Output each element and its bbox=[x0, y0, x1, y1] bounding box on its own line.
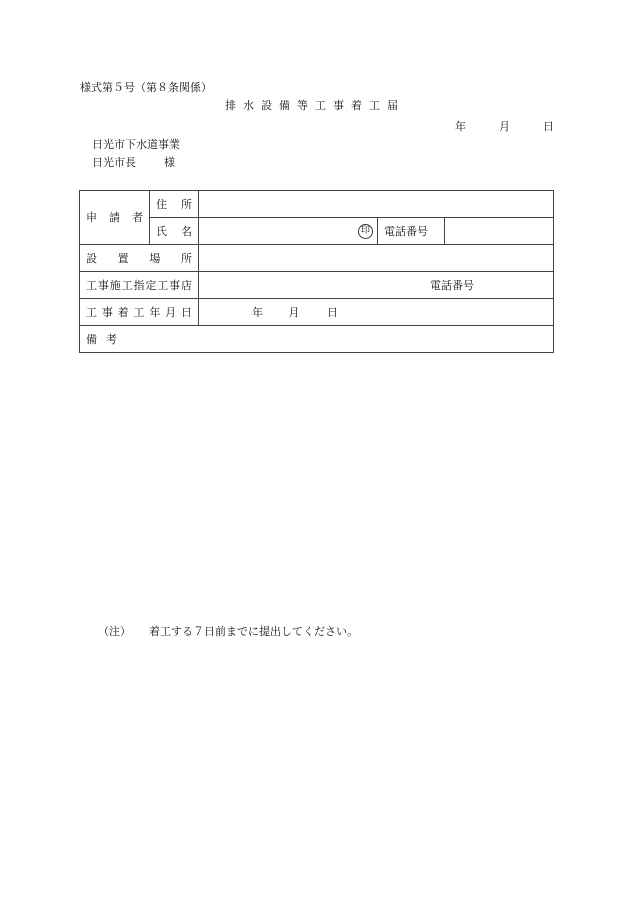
remarks-label: 備考 bbox=[86, 332, 126, 346]
addressee-name: 日光市長 bbox=[92, 156, 136, 169]
application-form-table bbox=[79, 190, 554, 353]
start-date-label: 工事着工年月日 bbox=[86, 305, 192, 319]
phone-label-cell bbox=[378, 218, 445, 245]
start-day-label: 日 bbox=[327, 305, 338, 319]
start-month-label: 月 bbox=[288, 305, 300, 319]
address-field[interactable] bbox=[199, 191, 554, 218]
form-number: 様式第５号（第８条関係） bbox=[80, 81, 212, 94]
date-month-label: 月 bbox=[499, 120, 510, 133]
start-year-label: 年 bbox=[252, 305, 263, 319]
honorific: 様 bbox=[164, 156, 175, 169]
name-label: 氏名 bbox=[156, 224, 192, 238]
form-title: 排水設備等工事着工届 bbox=[225, 99, 405, 112]
start-date-label-cell bbox=[80, 299, 199, 326]
applicant-label-cell bbox=[80, 191, 150, 245]
name-label-cell bbox=[150, 218, 199, 245]
note-text: 着工する７日前までに提出してください。 bbox=[149, 625, 358, 638]
applicant-label: 申請者 bbox=[86, 211, 143, 224]
location-label: 設置場所 bbox=[86, 251, 192, 265]
remarks-field[interactable] bbox=[80, 326, 554, 353]
date-year-label: 年 bbox=[455, 120, 466, 133]
location-field[interactable] bbox=[199, 245, 554, 272]
phone-field[interactable] bbox=[445, 218, 554, 245]
addressee-line bbox=[92, 157, 175, 168]
contractor-label-cell bbox=[80, 272, 199, 299]
seal-mark-icon: 印 bbox=[358, 224, 373, 239]
address-label-cell bbox=[150, 191, 199, 218]
address-label: 住所 bbox=[156, 197, 192, 211]
contractor-label: 工事施工指定工事店 bbox=[86, 278, 192, 292]
name-field[interactable] bbox=[199, 218, 378, 245]
addressee-organization: 日光市下水道事業 bbox=[92, 138, 180, 151]
phone-label: 電話番号 bbox=[384, 224, 428, 238]
date-day-label: 日 bbox=[543, 120, 554, 133]
start-date-field[interactable] bbox=[199, 299, 554, 326]
submission-date bbox=[455, 121, 554, 132]
contractor-phone-label: 電話番号 bbox=[430, 278, 474, 292]
note-label: （注） bbox=[98, 625, 131, 638]
location-label-cell bbox=[80, 245, 199, 272]
footnote bbox=[98, 626, 358, 637]
contractor-field[interactable] bbox=[199, 272, 554, 299]
